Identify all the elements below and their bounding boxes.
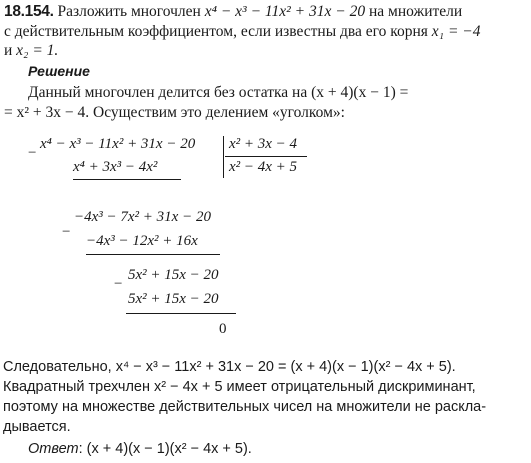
subtrahend-2: −4x³ − 12x² + 16x bbox=[86, 233, 198, 249]
solution-heading: Решение bbox=[28, 63, 90, 79]
answer-line bbox=[28, 440, 252, 459]
conclusion-line-2: Квадратный трехчлен x² − 4x + 5 имеет отрицательный дискриминант, bbox=[3, 379, 476, 395]
conclusion-line-4: дывается. bbox=[3, 419, 71, 435]
problem-text-tail: на множители bbox=[368, 3, 463, 20]
answer-label: Ответ bbox=[28, 441, 79, 457]
minus-sign-3: − bbox=[114, 276, 123, 292]
divisor: x² + 3x − 4 bbox=[229, 136, 298, 152]
remainder-2: 5x² + 15x − 20 bbox=[128, 267, 219, 283]
minus-sign-1: − bbox=[28, 145, 37, 161]
solution-text-1: Данный многочлен делится без остатка на (x + 4)(x − 1) = bbox=[28, 84, 409, 101]
problem-and: и bbox=[4, 42, 13, 59]
problem-line-1 bbox=[4, 2, 462, 21]
solution-text-2: = x² + 3x − 4. Осуществим это делением «уголком»: bbox=[4, 104, 345, 121]
problem-number: 18.154. bbox=[4, 3, 54, 20]
conclusion-line-3: поэтому на множестве действительных чисел на множители не раскла- bbox=[3, 399, 487, 415]
problem-line-2 bbox=[4, 22, 480, 41]
dividend: x⁴ − x³ − 11x² + 31x − 20 bbox=[40, 136, 196, 152]
underline-2 bbox=[86, 254, 220, 255]
answer-value: : (x + 4)(x − 1)(x² − 4x + 5). bbox=[78, 441, 252, 457]
problem-line-3 bbox=[4, 41, 58, 60]
minus-sign-2: − bbox=[62, 224, 71, 240]
problem-text-2: с действительным коэффициентом, если известны два его корня bbox=[4, 23, 428, 40]
underline-1 bbox=[73, 179, 181, 180]
underline-3 bbox=[126, 313, 236, 314]
root-2: x₂ = 1. bbox=[16, 42, 59, 59]
final-remainder: 0 bbox=[219, 321, 227, 337]
quotient: x² − 4x + 5 bbox=[229, 159, 298, 175]
subtrahend-1: x⁴ + 3x³ − 4x² bbox=[73, 159, 158, 175]
conclusion-line-1: Следовательно, x⁴ − x³ − 11x² + 31x − 20 = (x + 4)(x − 1)(x² − 4x + 5). bbox=[3, 359, 456, 375]
problem-text: Разложить многочлен bbox=[57, 3, 201, 20]
subtrahend-3: 5x² + 15x − 20 bbox=[128, 291, 219, 307]
remainder-1: −4x³ − 7x² + 31x − 20 bbox=[74, 209, 211, 225]
divisor-line bbox=[225, 156, 307, 157]
division-bracket bbox=[223, 136, 224, 178]
problem-polynomial: x⁴ − x³ − 11x² + 31x − 20 bbox=[204, 3, 366, 20]
root-1: x₁ = −4 bbox=[431, 23, 481, 40]
